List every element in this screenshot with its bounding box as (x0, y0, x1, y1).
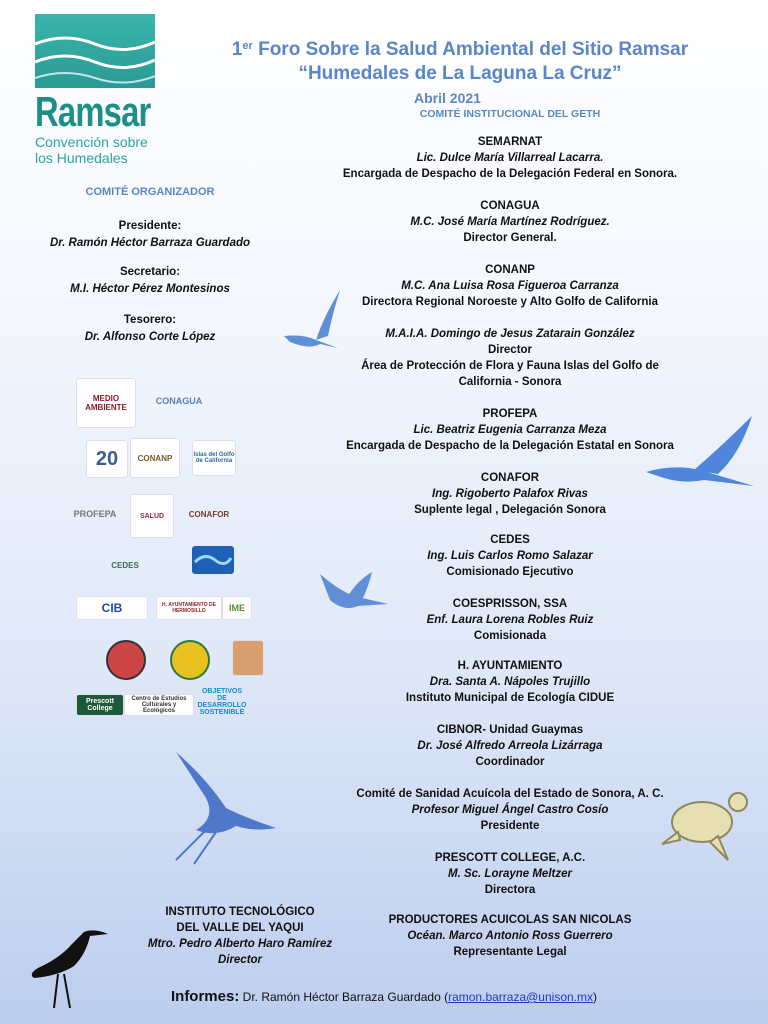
salud-logo: SALUD (130, 494, 174, 538)
email-link[interactable]: ramon.barraza@unison.mx (448, 990, 594, 1004)
event-date: Abril 2021 (414, 90, 481, 106)
ramsar-logo (35, 14, 157, 166)
cedes-logo: CEDES (111, 560, 139, 570)
inst-block: CONAFOR Ing. Rigoberto Palafox Rivas Suplente legal , Delegación Sonora (414, 472, 606, 516)
inst-block: SEMARNAT Lic. Dulce María Villarreal Lacarra. Encargada de Despacho de la Delegación Federal en Sonora. (342, 136, 678, 180)
conanp-logo: CONANP (130, 438, 180, 478)
conagua-logo: CONAGUA (155, 396, 203, 406)
institutional-committee-heading: COMITÉ INSTITUCIONAL DEL GETH (419, 108, 601, 120)
inst-block: CONAGUA M.C. José María Martínez Rodríguez. Director General. (410, 200, 610, 244)
prescott-logo: Prescott College (76, 694, 124, 716)
inst-block: Comité de Sanidad Acuícola del Estado de Sonora, A. C. Profesor Miguel Ángel Castro Cosío Presidente (356, 788, 664, 832)
inst-block: M.A.I.A. Domingo de Jesus Zatarain González Director Área de Protección de Flora y Fauna Islas del Golfo de California - Sonora (361, 328, 659, 388)
centro-estudios-logo: Centro de Estudios Culturales y Ecológicos (124, 694, 194, 716)
hermosillo-logo: H. AYUNTAMIENTO DE HERMOSILLO (156, 596, 222, 620)
footer-contact: Informes: Dr. Ramón Héctor Barraza Guardado (ramon.barraza@unison.mx) (170, 988, 598, 1005)
shield-logo (232, 640, 264, 676)
inst-block: PRESCOTT COLLEGE, A.C. M. Sc. Lorayne Meltzer Directora (434, 852, 586, 896)
page-title: 1er Foro Sobre la Salud Ambiental del Sitio Ramsar “Humedales de La Laguna La Cruz” (200, 34, 720, 86)
profepa-logo: PROFEPA (73, 509, 117, 519)
wave-logo (192, 546, 234, 574)
inst-block: CONANP M.C. Ana Luisa Rosa Figueroa Carranza Directora Regional Noroeste y Alto Golfo de California (361, 264, 659, 308)
forum-name: “Humedales de La Laguna La Cruz” (298, 63, 622, 84)
heron-flying-large-icon (166, 748, 294, 866)
flying-bird-icon (280, 286, 344, 352)
flying-heron-icon (644, 414, 762, 492)
aniversario-logo: 20 (86, 440, 128, 478)
medio-ambiente-logo: MEDIO AMBIENTE (76, 378, 136, 428)
ramsar-sub1: Convención sobre (35, 134, 148, 150)
inst-block: PRODUCTORES ACUICOLAS SAN NICOLAS Océan. Marco Antonio Ross Guerrero Representante Legal (388, 914, 632, 958)
inst-block: CIBNOR- Unidad Guaymas Dr. José Alfredo Arreola Lizárraga Coordinador (417, 724, 603, 768)
islas-golfo-logo: Islas del Golfo de California (192, 440, 236, 476)
organizing-committee-heading: COMITÉ ORGANIZADOR (85, 186, 215, 198)
seal-logo-1 (106, 640, 146, 680)
standing-heron-icon (24, 924, 114, 1010)
ramsar-word: Ramsar (35, 88, 151, 135)
ime-logo: IME (222, 596, 252, 620)
inst-block: H. AYUNTAMIENTO Dra. Santa A. Nápoles Trujillo Instituto Municipal de Ecología CIDUE (405, 660, 615, 704)
org-member: Secretario: M.I. Héctor Pérez Montesinos (70, 266, 230, 295)
ramsar-wave-graphic (35, 14, 155, 88)
conafor-logo: CONAFOR (188, 509, 230, 519)
org-member: Tesorero: Dr. Alfonso Corte López (84, 314, 216, 343)
ods-logo: OBJETIVOS DE DESARROLLO SOSTENIBLE (198, 688, 246, 716)
inst-block: PROFEPA Lic. Beatriz Eugenia Carranza Meza Encargada de Despacho de la Delegación Estatal en Sonora (346, 408, 674, 452)
inst-block: CEDES Ing. Luis Carlos Romo Salazar Comisionado Ejecutivo (427, 534, 593, 578)
inst-block: COESPRISSON, SSA Enf. Laura Lorena Robles Ruiz Comisionada (426, 598, 594, 642)
cib-logo: CIB (76, 596, 148, 620)
itvy-block: INSTITUTO TECNOLÓGICO DEL VALLE DEL YAQUI Mtro. Pedro Alberto Haro Ramírez Director (147, 906, 333, 966)
ramsar-sub2: los Humedales (35, 150, 128, 166)
sea-turtle-icon (658, 786, 750, 866)
flying-bird-small-icon (318, 570, 392, 614)
seal-logo-2 (170, 640, 210, 680)
org-member: Presidente: Dr. Ramón Héctor Barraza Guardado (49, 220, 251, 249)
